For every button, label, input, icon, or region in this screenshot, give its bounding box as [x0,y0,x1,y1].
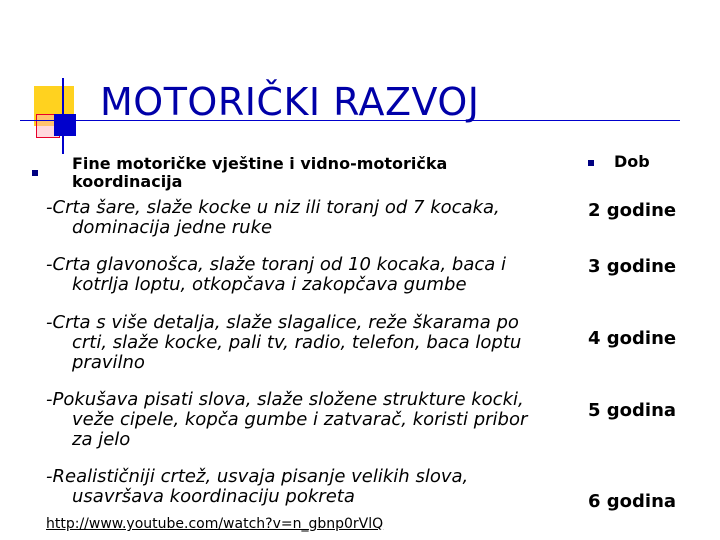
decor-vertical-line [62,78,64,154]
header-left-line2: koordinacija [72,172,183,191]
item-age: 2 godine [588,200,677,221]
item-line2: crti, slaže kocke, pali tv, radio, telefon, baca loptu [72,332,522,353]
item-age: 6 godina [588,491,677,512]
list-item [46,198,576,238]
bullet-square-icon [588,160,594,166]
header-left [72,155,552,191]
item-age: 3 godine [588,256,677,277]
video-link[interactable]: http://www.youtube.com/watch?v=n_gbnp0rVlQ [46,516,384,532]
item-line2: kotrlja loptu, otkopčava i zakopčava gumbe [72,274,467,295]
slide-title: MOTORIČKI RAZVOJ [100,80,480,124]
item-line3: za jelo [72,429,131,450]
item-age: 5 godina [588,400,677,421]
bullet-square-icon [32,170,38,176]
list-item [46,467,576,507]
header-right: Dob [614,152,650,171]
item-line2: dominacija jedne ruke [72,217,273,238]
item-line1: -Realističniji crtež, usvaja pisanje velikih slova, [46,466,469,487]
list-item [46,390,576,450]
item-line1: -Crta glavonošca, slaže toranj od 10 kocaka, baca i [46,254,507,275]
item-line3: pravilno [72,352,145,373]
item-age: 4 godine [588,328,677,349]
decor-blue-square [54,114,76,136]
item-line2: veže cipele, kopča gumbe i zatvarač, koristi pribor [72,409,528,430]
item-line1: -Pokušava pisati slova, slaže složene strukture kocki, [46,389,524,410]
list-item [46,255,576,295]
item-line2: usavršava koordinaciju pokreta [72,486,355,507]
item-line1: -Crta s više detalja, slaže slagalice, reže škarama po [46,312,519,333]
item-line1: -Crta šare, slaže kocke u niz ili toranj od 7 kocaka, [46,197,500,218]
header-left-line1: Fine motoričke vještine i vidno-motorička [72,154,448,173]
list-item [46,313,576,373]
